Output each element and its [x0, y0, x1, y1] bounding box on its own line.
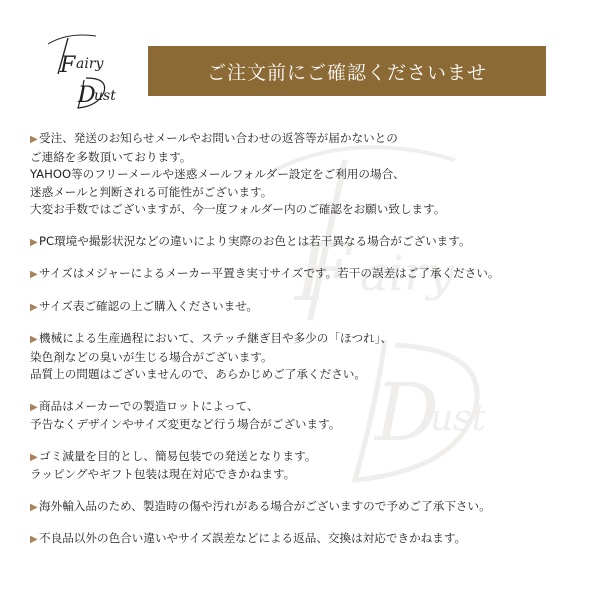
notice-line: ラッピングやギフト包装は現在対応できかねます。 — [30, 467, 296, 481]
triangle-right-icon: ▶ — [30, 534, 38, 545]
notice-item — [30, 448, 590, 484]
notice-line: PC環境や撮影状況などの違いにより実際のお色とは若干異なる場合がございます。 — [39, 233, 471, 248]
notice-item — [30, 130, 590, 219]
notice-line: サイズ表ご確認の上ご購入くださいませ。 — [39, 298, 259, 313]
notice-line: 大変お手数ではございますが、今一度フォルダー内のご確認をお願い致します。 — [30, 202, 446, 216]
logo-word-ust: ust — [94, 88, 116, 104]
notice-line: 品質上の問題はございませんので、あらかじめご了承ください。 — [30, 367, 366, 381]
logo-letter-d: D — [78, 83, 96, 108]
notice-line: 商品はメーカーでの製造ロットによって、 — [39, 398, 259, 413]
triangle-right-icon: ▶ — [30, 301, 38, 313]
notice-item — [30, 330, 590, 384]
notice-line: サイズはメジャーによるメーカー平置き実寸サイズです。若干の誤差はご了承ください。 — [39, 266, 500, 280]
triangle-right-icon: ▶ — [30, 134, 38, 145]
notice-line: ゴミ減量を目的とし、簡易包装での発送となります。 — [39, 448, 317, 463]
notice-line: 迷惑メールと判断される可能性がございます。 — [30, 184, 273, 199]
notice-line: YAHOO等のフリーメールや迷惑メールフォルダー設定をご利用の場合、 — [30, 167, 405, 181]
triangle-right-icon: ▶ — [30, 269, 38, 280]
triangle-right-icon: ▶ — [30, 501, 38, 513]
watermark-letter-f: F — [295, 226, 351, 319]
notice-list — [30, 130, 590, 563]
watermark-word-ust: ust — [430, 398, 487, 439]
logo-word-airy: airy — [76, 56, 104, 72]
notice-line: 不良品以外の色合い違いやサイズ誤差などによる返品、交換は対応できかねます。 — [39, 531, 467, 545]
banner-title: ご注文前にご確認くださいませ — [206, 61, 487, 84]
triangle-right-icon: ▶ — [30, 334, 38, 345]
watermark-word-airy: airy — [360, 246, 455, 302]
notice-item — [30, 498, 590, 517]
notice-line: 海外輸入品のため、製造時の傷や汚れがある場合がございますので予めご了承下さい。 — [39, 498, 491, 513]
notice-item — [30, 233, 590, 252]
watermark-letter-d: D — [375, 366, 440, 459]
notice-item — [30, 398, 590, 434]
triangle-right-icon: ▶ — [30, 401, 38, 413]
notice-item — [30, 298, 590, 317]
logo-letter-f: F — [60, 53, 76, 78]
notice-line: 機械による生産過程において、ステッチ継ぎ目や多少の「ほつれ」、 — [39, 331, 393, 345]
notice-item — [30, 265, 590, 284]
header-banner — [148, 46, 546, 96]
triangle-right-icon: ▶ — [30, 451, 38, 463]
notice-line: ご連絡を多数頂いております。 — [30, 149, 192, 164]
notice-line: 予告なくデザインやサイズ変更など行う場合がございます。 — [30, 417, 341, 431]
notice-line: 染色剤などの臭いが生じる場合がございます。 — [30, 349, 273, 364]
notice-line: 受注、発送のお知らせメールやお問い合わせの返答等が届かないとの — [39, 131, 398, 145]
triangle-right-icon: ▶ — [30, 236, 38, 248]
fairy-dust-logo — [38, 30, 128, 112]
notice-item — [30, 530, 590, 549]
